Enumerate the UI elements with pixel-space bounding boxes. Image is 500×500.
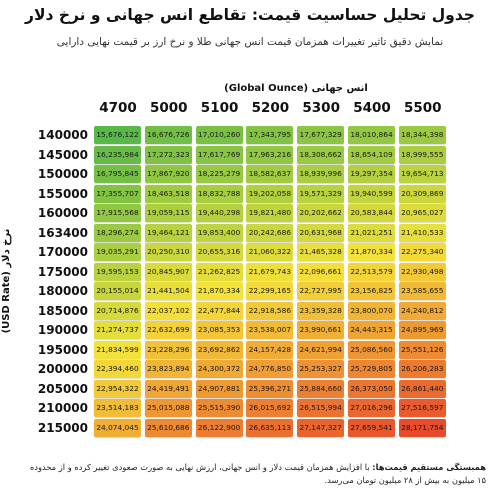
heatmap-cell: 19,853,400	[196, 224, 243, 242]
heatmap-cell: 16,795,845	[94, 165, 141, 183]
column-header-5200: 5200	[251, 100, 290, 116]
heatmap-cell: 25,515,390	[196, 399, 243, 417]
heatmap-cell: 21,262,825	[196, 263, 243, 281]
row-header-170000: 170000	[37, 245, 88, 259]
row-header-155000: 155000	[37, 186, 88, 201]
heatmap-cell: 22,918,586	[246, 302, 293, 320]
heatmap-cell: 18,225,279	[196, 165, 243, 183]
row-header-175000: 175000	[37, 264, 88, 279]
heatmap-cell: 19,297,354	[348, 165, 395, 183]
heatmap-cell: 25,884,660	[297, 380, 344, 398]
heatmap-cell: 22,037,102	[145, 302, 192, 320]
column-axis-label: انس جهانی (Global Ounce)	[224, 83, 368, 94]
column-header-5400: 5400	[353, 100, 391, 116]
heatmap-cell: 23,585,655	[399, 282, 446, 300]
column-header-5300: 5300	[302, 100, 340, 116]
heatmap-cell: 19,821,480	[246, 204, 293, 222]
heatmap-cell: 20,242,686	[246, 224, 293, 242]
heatmap-cell: 27,516,597	[399, 399, 446, 417]
row-header-205000: 205000	[37, 381, 88, 396]
heatmap-cell: 24,621,994	[297, 341, 344, 359]
heatmap-cell: 19,654,713	[399, 165, 446, 183]
chart-subtitle: نمایش دقیق تاثیر تغییرات همزمان قیمت انس جهانی طلا و نرخ ارز بر قیمت نهایی دارایی	[56, 36, 444, 48]
row-header-190000: 190000	[37, 323, 88, 337]
heatmap-cell: 24,157,428	[246, 341, 293, 359]
heatmap-cell: 27,659,541	[348, 419, 395, 437]
heatmap-cell: 26,206,283	[399, 360, 446, 378]
heatmap-cell: 23,085,353	[196, 321, 243, 339]
heatmap-cell: 22,632,699	[145, 321, 192, 339]
heatmap-cell: 20,309,869	[399, 185, 446, 203]
heatmap-cell: 22,394,460	[94, 360, 141, 378]
heatmap-cell: 22,299,165	[246, 282, 293, 300]
heatmap-cell: 17,272,323	[145, 146, 192, 164]
row-header-150000: 150000	[37, 167, 88, 181]
heatmap-cell: 22,477,844	[196, 302, 243, 320]
heatmap-cell: 19,571,329	[297, 185, 344, 203]
heatmap-cell: 20,155,014	[94, 282, 141, 300]
heatmap-cell: 17,617,769	[196, 146, 243, 164]
heatmap-cell: 23,538,007	[246, 321, 293, 339]
heatmap-cell: 25,086,560	[348, 341, 395, 359]
heatmap-cell: 21,834,599	[94, 341, 141, 359]
heatmap-cell: 23,514,183	[94, 399, 141, 417]
heatmap-cell: 22,930,498	[399, 263, 446, 281]
heatmap-cell: 26,635,113	[246, 419, 293, 437]
heatmap-cell: 21,679,743	[246, 263, 293, 281]
heatmap-cell: 15,676,122	[94, 126, 141, 144]
heatmap-cell: 18,999,555	[399, 146, 446, 164]
heatmap-cell: 17,915,568	[94, 204, 141, 222]
heatmap-cell: 20,845,907	[145, 263, 192, 281]
heatmap-cell: 20,714,876	[94, 302, 141, 320]
column-header-5500: 5500	[404, 100, 442, 116]
heatmap-cell: 25,396,271	[246, 380, 293, 398]
row-header-215000: 215000	[37, 420, 88, 435]
row-axis-label: نرخ دلار (USD Rate)	[1, 228, 12, 334]
heatmap-cell: 21,021,251	[348, 224, 395, 242]
heatmap-cell: 24,240,812	[399, 302, 446, 320]
footnote-line-1: با افزایش همزمان قیمت دلار و انس جهانی، ارزش نهایی به صورت صعودی تغییر کرده و از محدوده	[29, 462, 370, 472]
heatmap-cell: 26,015,692	[246, 399, 293, 417]
row-header-210000: 210000	[37, 401, 88, 415]
heatmap-cell: 22,096,661	[297, 263, 344, 281]
heatmap-cell: 19,595,153	[94, 263, 141, 281]
heatmap-cell: 16,235,984	[94, 146, 141, 164]
row-header-185000: 185000	[37, 303, 88, 318]
heatmap-cell: 26,122,900	[196, 419, 243, 437]
row-header-145000: 145000	[37, 147, 88, 162]
heatmap-cell: 25,729,805	[348, 360, 395, 378]
heatmap-cell: 20,655,316	[196, 243, 243, 261]
row-header-180000: 180000	[37, 284, 88, 298]
heatmap-cell: 18,344,398	[399, 126, 446, 144]
row-header-200000: 200000	[37, 362, 88, 376]
row-header-160000: 160000	[37, 206, 88, 220]
heatmap-cell: 23,990,661	[297, 321, 344, 339]
heatmap-cell: 26,515,994	[297, 399, 344, 417]
heatmap-cell: 18,308,662	[297, 146, 344, 164]
heatmap-cell: 19,035,291	[94, 243, 141, 261]
heatmap-cell: 16,676,726	[145, 126, 192, 144]
heatmap-cell: 21,274,737	[94, 321, 141, 339]
heatmap-cell: 22,727,995	[297, 282, 344, 300]
heatmap-cell: 24,419,491	[145, 380, 192, 398]
heatmap-cell: 27,147,327	[297, 419, 344, 437]
heatmap-cell: 23,228,296	[145, 341, 192, 359]
heatmap-cell: 26,373,050	[348, 380, 395, 398]
heatmap-cell: 24,300,372	[196, 360, 243, 378]
heatmap-cell: 21,441,504	[145, 282, 192, 300]
heatmap-cell: 23,800,070	[348, 302, 395, 320]
heatmap-cell: 18,010,864	[348, 126, 395, 144]
row-header-195000: 195000	[37, 342, 88, 357]
heatmap-cell: 25,551,126	[399, 341, 446, 359]
heatmap-cell: 21,870,334	[348, 243, 395, 261]
row-header-163400: 163400	[37, 225, 88, 240]
heatmap-cell: 24,776,850	[246, 360, 293, 378]
heatmap-cell: 21,410,533	[399, 224, 446, 242]
heatmap-cell: 17,010,260	[196, 126, 243, 144]
heatmap-cell: 21,060,322	[246, 243, 293, 261]
heatmap-cell: 23,823,894	[145, 360, 192, 378]
heatmap-cell: 25,015,088	[145, 399, 192, 417]
heatmap-cell: 19,202,058	[246, 185, 293, 203]
column-header-4700: 4700	[99, 100, 137, 116]
heatmap-cell: 23,692,862	[196, 341, 243, 359]
heatmap-cell: 19,464,121	[145, 224, 192, 242]
heatmap-cell: 17,867,920	[145, 165, 192, 183]
heatmap-cell: 22,954,322	[94, 380, 141, 398]
heatmap-cell: 19,059,115	[145, 204, 192, 222]
heatmap-cell: 18,296,274	[94, 224, 141, 242]
heatmap-cell: 18,939,996	[297, 165, 344, 183]
heatmap-cell: 23,156,825	[348, 282, 395, 300]
heatmap-cell: 20,965,027	[399, 204, 446, 222]
heatmap-cell: 25,253,327	[297, 360, 344, 378]
heatmap-cell: 18,832,788	[196, 185, 243, 203]
heatmap-cell: 18,463,518	[145, 185, 192, 203]
footnote-title: همبستگی مستقیم قیمت‌ها:	[372, 462, 486, 472]
footnote	[10, 461, 486, 487]
heatmap-cell: 20,583,844	[348, 204, 395, 222]
heatmap-cell: 19,440,298	[196, 204, 243, 222]
heatmap-cell: 17,355,707	[94, 185, 141, 203]
heatmap-cell: 17,677,329	[297, 126, 344, 144]
chart-title: جدول تحلیل حساسیت قیمت: تقاطع انس جهانی و نرخ دلار	[25, 6, 475, 24]
heatmap-cell: 28,171,754	[399, 419, 446, 437]
heatmap-cell: 22,275,340	[399, 243, 446, 261]
heatmap-cell: 17,963,216	[246, 146, 293, 164]
heatmap-cell: 19,940,599	[348, 185, 395, 203]
heatmap-cell: 23,359,328	[297, 302, 344, 320]
heatmap-cell: 24,895,969	[399, 321, 446, 339]
heatmap-cell: 24,443,315	[348, 321, 395, 339]
heatmap-cell: 24,074,045	[94, 419, 141, 437]
heatmap-cell: 25,610,686	[145, 419, 192, 437]
heatmap-cell: 26,861,440	[399, 380, 446, 398]
heatmap-cell: 18,582,637	[246, 165, 293, 183]
heatmap-cell: 21,465,328	[297, 243, 344, 261]
heatmap-cell: 17,343,795	[246, 126, 293, 144]
heatmap-cell: 24,907,881	[196, 380, 243, 398]
heatmap-cell: 21,870,334	[196, 282, 243, 300]
heatmap-cell: 20,250,310	[145, 243, 192, 261]
column-header-5000: 5000	[150, 100, 188, 116]
heatmap-cell: 20,631,968	[297, 224, 344, 242]
heatmap-cell: 18,654,109	[348, 146, 395, 164]
footnote-line-2: ۱۵ میلیون به بیش از ۲۸ میلیون تومان می‌رسد.	[324, 475, 486, 485]
heatmap-cell: 20,202,662	[297, 204, 344, 222]
heatmap-cell: 27,016,296	[348, 399, 395, 417]
heatmap-cell: 22,513,579	[348, 263, 395, 281]
column-header-5100: 5100	[200, 100, 239, 116]
row-header-140000: 140000	[37, 128, 88, 142]
